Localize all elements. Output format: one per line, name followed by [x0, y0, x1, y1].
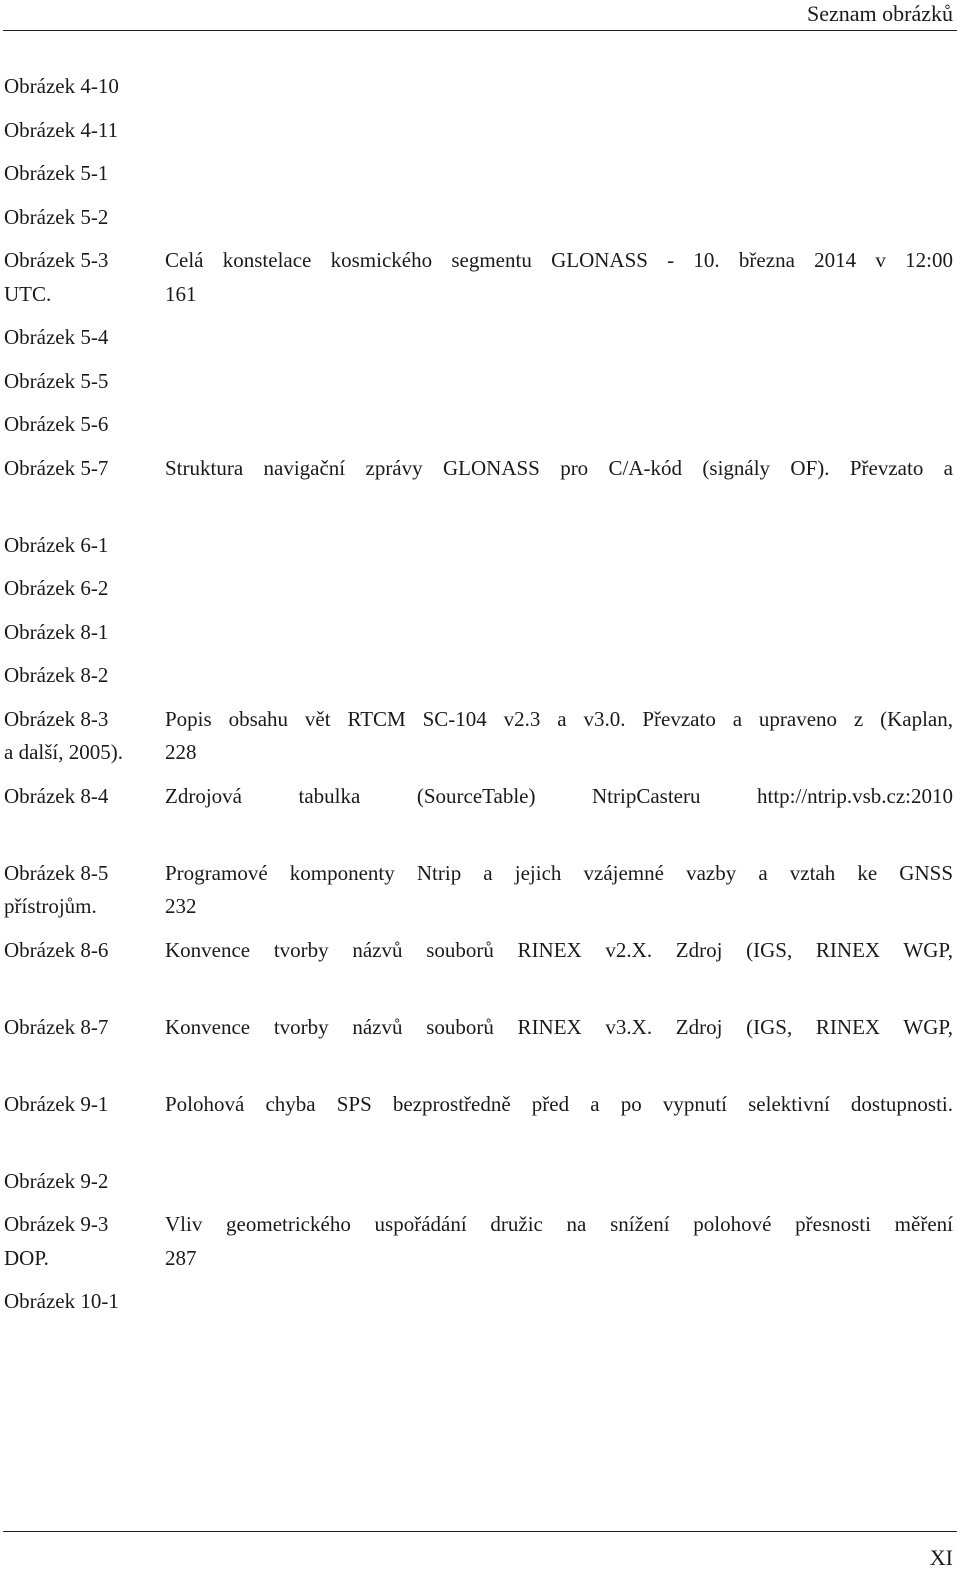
figure-label: Obrázek 8-3 [4, 706, 109, 731]
figure-label: Obrázek 9-2 [4, 1168, 109, 1193]
toc-entry[interactable] [4, 201, 953, 235]
figure-title-continuation: a další, 2005). [4, 740, 123, 764]
toc-entry[interactable] [4, 1011, 953, 1078]
toc-entry[interactable] [4, 1285, 953, 1319]
toc-entry[interactable] [4, 70, 953, 104]
figure-title-continuation: DOP. [4, 1245, 49, 1270]
figure-label: Obrázek 6-2 [4, 576, 109, 600]
toc-entry[interactable] [4, 408, 953, 442]
toc-entry[interactable] [4, 616, 953, 650]
figure-label: Obrázek 8-1 [4, 619, 109, 644]
figure-label: Obrázek 5-4 [4, 325, 109, 349]
toc-entry[interactable] [4, 1165, 953, 1199]
figure-label: Obrázek 8-2 [4, 663, 109, 687]
figure-label: Obrázek 10-1 [4, 1289, 119, 1313]
page-number: 228 [165, 740, 197, 764]
figure-title-continuation: přístrojům. [4, 894, 97, 918]
figure-title: Vliv geometrického uspořádání družic na snížení polohové přesnosti měření [165, 1212, 953, 1236]
page-number: 232 [165, 894, 197, 918]
figure-label: Obrázek 5-5 [4, 368, 109, 393]
figure-title: Popis obsahu vět RTCM SC-104 v2.3 a v3.0. Převzato a upraveno z (Kaplan, [165, 706, 953, 731]
figure-title: Polohová chyba SPS bezprostředně před a po vypnutí selektivní dostupnosti. [165, 1091, 953, 1116]
figure-title: Konvence tvorby názvů souborů RINEX v3.X. Zdroj (IGS, RINEX WGP, [165, 1014, 953, 1039]
toc-entry[interactable] [4, 572, 953, 606]
figure-label: Obrázek 4-11 [4, 117, 119, 142]
running-header: Seznam obrázků [807, 1, 953, 26]
figure-title: Programové komponenty Ntrip a jejich vzájemné vazby a vztah ke GNSS [165, 860, 953, 885]
toc-entry[interactable] [4, 157, 953, 191]
figure-label: Obrázek 5-3 [4, 248, 109, 272]
figure-label: Obrázek 6-1 [4, 532, 109, 557]
figure-label: Obrázek 9-3 [4, 1212, 109, 1236]
figure-label: Obrázek 8-5 [4, 860, 109, 885]
figure-label: Obrázek 8-7 [4, 1014, 109, 1039]
figure-label: Obrázek 9-1 [4, 1091, 109, 1116]
toc-entry[interactable] [4, 703, 953, 770]
page-number: 161 [165, 281, 197, 306]
footer-rule [3, 1531, 957, 1532]
toc-entry[interactable] [4, 321, 953, 355]
toc-entry[interactable] [4, 1088, 953, 1155]
toc-entry[interactable] [4, 934, 953, 1001]
figure-label: Obrázek 8-6 [4, 937, 109, 962]
toc-entry[interactable] [4, 529, 953, 563]
toc-entry[interactable] [4, 659, 953, 693]
toc-entry[interactable] [4, 244, 953, 311]
figure-title: Struktura navigační zprávy GLONASS pro C/A-kód (signály OF). Převzato a [165, 455, 953, 480]
header-rule [3, 30, 957, 31]
page-number: 287 [165, 1245, 197, 1270]
figure-label: Obrázek 8-4 [4, 783, 109, 808]
toc-entry[interactable] [4, 1208, 953, 1275]
figure-label: Obrázek 5-1 [4, 161, 109, 185]
figure-title: Konvence tvorby názvů souborů RINEX v2.X. Zdroj (IGS, RINEX WGP, [165, 937, 953, 962]
figure-label: Obrázek 5-7 [4, 455, 109, 480]
toc-entry[interactable] [4, 857, 953, 924]
toc-entry[interactable] [4, 114, 953, 148]
figure-title-continuation: UTC. [4, 281, 52, 306]
table-of-figures [4, 70, 953, 1329]
page-number-footer: XI [929, 1545, 953, 1570]
figure-label: Obrázek 5-2 [4, 204, 109, 229]
toc-entry[interactable] [4, 452, 953, 519]
figure-title: Zdrojová tabulka (SourceTable) NtripCasteru http://ntrip.vsb.cz:2010 [165, 783, 953, 808]
figure-label: Obrázek 5-6 [4, 412, 109, 436]
figure-title: Celá konstelace kosmického segmentu GLONASS - 10. března 2014 v 12:00 [165, 248, 953, 272]
figure-label: Obrázek 4-10 [4, 74, 119, 98]
toc-entry[interactable] [4, 365, 953, 399]
toc-entry[interactable] [4, 780, 953, 847]
